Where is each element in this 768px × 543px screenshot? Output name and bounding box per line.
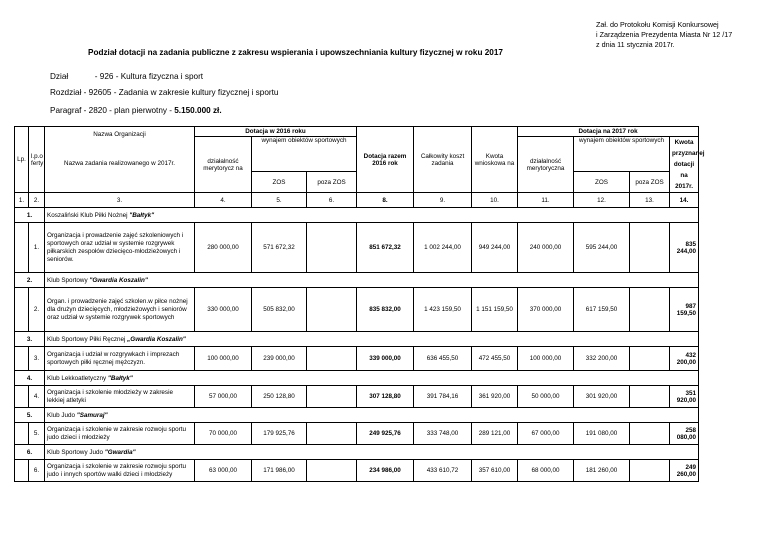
dzial-name: - Kultura fizyczna i sport <box>115 72 204 81</box>
kwota-przyznana-cell: 258 080,00 <box>670 423 699 445</box>
organization-name <box>45 445 699 460</box>
kwota-przyznana-cell: 835 244,00 <box>670 223 699 273</box>
kwota-wnioskowana-cell: 949 244,00 <box>472 223 518 273</box>
zos-2017-cell: 181 260,00 <box>574 460 630 482</box>
column-number: 10. <box>472 193 518 208</box>
organization-name <box>45 273 699 288</box>
kwota-przyznana-cell: 351 920,00 <box>670 386 699 408</box>
task-number: 2. <box>29 288 45 332</box>
column-number: 12. <box>574 193 630 208</box>
organization-name-prefix: Klub Judo <box>47 411 77 419</box>
header-poza-zos-2017: poza ZOS <box>630 172 670 193</box>
column-number: 3. <box>45 193 195 208</box>
organization-name-emphasis: "Gwardia" <box>104 448 136 456</box>
header-task: Nazwa zadania realizowanego w 2017r. <box>64 160 175 167</box>
task-row <box>15 347 699 371</box>
zos-2017-cell: 617 159,50 <box>574 288 630 332</box>
task-description: Organizacja i szkolenie w zakresie rozwoju sportu judo i innych sportów walki dzieci i młodzieży <box>45 460 195 482</box>
task-number: 3. <box>29 347 45 371</box>
dotacja-razem-cell: 249 925,76 <box>357 423 414 445</box>
poza-zos-2016-cell <box>307 223 357 273</box>
attachment-note-line: i Zarządzenia Prezydenta Miasta Nr 12 /17 <box>596 30 733 39</box>
dotacja-razem-cell: 339 000,00 <box>357 347 414 371</box>
header-organization: Nazwa Organizacji <box>93 131 146 138</box>
column-number: 13. <box>630 193 670 208</box>
task-number: 5. <box>29 423 45 445</box>
poza-zos-2017-cell <box>630 460 670 482</box>
dotacja-2017-cell: 67 000,00 <box>518 423 574 445</box>
lp-cell <box>15 223 29 273</box>
task-description: Organizacja i udział w rozgrywkach i imprezach sportowych piłki ręcznej mężczyzn. <box>45 347 195 371</box>
column-number: 11. <box>518 193 574 208</box>
column-number: 5. <box>252 193 307 208</box>
attachment-note <box>596 20 742 50</box>
paragraf-amount: 5.150.000 zł. <box>174 106 222 115</box>
header-zos-2016: ZOS <box>252 172 307 193</box>
dotacja-2016-cell: 70 000,00 <box>195 423 252 445</box>
column-number: 8. <box>357 193 414 208</box>
organization-number: 6. <box>15 445 45 460</box>
task-description: Organ. i prowadzenie zajęć szkolen.w piłce nożnej dla drużyn dziecięcych, młodzieżowych i seniorów oraz udział w systemie rozgrywek sportowych <box>45 288 195 332</box>
kwota-wnioskowana-cell: 472 455,50 <box>472 347 518 371</box>
organization-number: 5. <box>15 408 45 423</box>
header-lp-oferty: l.p.o ferty <box>29 127 45 193</box>
header-zos-2017: ZOS <box>574 172 630 193</box>
dotacja-2016-cell: 100 000,00 <box>195 347 252 371</box>
kwota-przyznana-cell: 432 200,00 <box>670 347 699 371</box>
dotacja-razem-cell: 307 128,80 <box>357 386 414 408</box>
column-number: 14. <box>670 193 699 208</box>
zos-2017-cell: 595 244,00 <box>574 223 630 273</box>
organization-name-emphasis: „Gwardia Koszalin" <box>127 335 186 343</box>
task-row <box>15 223 699 273</box>
dzial-code: - 926 <box>94 72 114 81</box>
header-dzialalnosc-2017: działalność merytoryczna <box>518 137 574 193</box>
column-number: 6. <box>307 193 357 208</box>
kwota-wnioskowana-cell: 289 121,00 <box>472 423 518 445</box>
organization-row <box>15 332 699 347</box>
organization-name-emphasis: "Bałtyk" <box>107 374 133 382</box>
task-number: 6. <box>29 460 45 482</box>
attachment-note-line: Zał. do Protokołu Komisji Konkursowej <box>596 20 719 29</box>
organization-name <box>45 408 699 423</box>
header-kwota-wnioskowana: Kwota wnioskowa na <box>472 127 518 193</box>
dotacja-razem-cell: 234 986,00 <box>357 460 414 482</box>
poza-zos-2016-cell <box>307 288 357 332</box>
allocation-table <box>14 126 705 482</box>
dzial-line <box>50 72 203 81</box>
organization-number: 3. <box>15 332 45 347</box>
zos-2017-cell: 191 080,00 <box>574 423 630 445</box>
organization-name-prefix: Klub Sportowy Piłki Ręcznej <box>47 335 128 343</box>
organization-number: 1. <box>15 208 45 223</box>
poza-zos-2016-cell <box>307 460 357 482</box>
header-dotacja-2016: Dotacja w 2016 roku <box>195 127 357 137</box>
kwota-wnioskowana-cell: 1 151 159,50 <box>472 288 518 332</box>
organization-name-emphasis: "Bałtyk" <box>129 211 155 219</box>
kwota-przyznana-cell: 987 159,50 <box>670 288 699 332</box>
header-poza-zos-2016: poza ZOS <box>307 172 357 193</box>
calkowity-koszt-cell: 433 610,72 <box>414 460 472 482</box>
poza-zos-2016-cell <box>307 386 357 408</box>
zos-2016-cell: 505 832,00 <box>252 288 307 332</box>
header-kwota-przyznana: Kwota przyznanej dotacji na 2017r. <box>670 137 699 193</box>
header-dzialalnosc-2016: działalność merytorycz na <box>195 137 252 193</box>
dotacja-2017-cell: 240 000,00 <box>518 223 574 273</box>
organization-row <box>15 371 699 386</box>
organization-row <box>15 208 699 223</box>
task-row <box>15 288 699 332</box>
organization-name-prefix: Klub Lekkoatletyczny <box>47 374 108 382</box>
column-number: 1. <box>15 193 29 208</box>
task-description: Organizacja i prowadzenie zajęć szkoleniowych i sportowych oraz udział w systemie rozgrywek piłkarskich zespołów dziecięco-młodzieżowych i seniorów. <box>45 223 195 273</box>
dotacja-2017-cell: 100 000,00 <box>518 347 574 371</box>
dotacja-2017-cell: 370 000,00 <box>518 288 574 332</box>
zos-2017-cell: 332 200,00 <box>574 347 630 371</box>
organization-name-emphasis: "Samuraj" <box>76 411 108 419</box>
attachment-note-line: z dnia 11 stycznia 2017r. <box>596 40 675 49</box>
header-wynajem-2016: wynajem obiektów sportowych <box>252 137 357 172</box>
column-number: 2. <box>29 193 45 208</box>
poza-zos-2017-cell <box>630 347 670 371</box>
poza-zos-2016-cell <box>307 423 357 445</box>
header-wynajem-2017: wynajem obiektów sportowych <box>574 137 670 172</box>
zos-2016-cell: 239 000,00 <box>252 347 307 371</box>
dotacja-2016-cell: 57 000,00 <box>195 386 252 408</box>
lp-cell <box>15 288 29 332</box>
document-title: Podział dotacji na zadania publiczne z zakresu wspierania i upowszechniania kultury fizycznej w roku 2017 <box>88 48 503 57</box>
dotacja-razem-cell: 835 832,00 <box>357 288 414 332</box>
column-number-row <box>15 193 699 208</box>
poza-zos-2017-cell <box>630 223 670 273</box>
dotacja-2016-cell: 280 000,00 <box>195 223 252 273</box>
kwota-wnioskowana-cell: 361 920,00 <box>472 386 518 408</box>
organization-number: 4. <box>15 371 45 386</box>
task-description: Organizacja i szkolenie w zakresie rozwoju sportu judo dzieci i młodzieży <box>45 423 195 445</box>
calkowity-koszt-cell: 1 002 244,00 <box>414 223 472 273</box>
organization-row <box>15 408 699 423</box>
task-row <box>15 423 699 445</box>
zos-2016-cell: 171 986,00 <box>252 460 307 482</box>
dzial-label: Dział <box>50 72 69 81</box>
header-organization-task <box>45 127 195 193</box>
organization-number: 2. <box>15 273 45 288</box>
task-number: 1. <box>29 223 45 273</box>
task-row <box>15 386 699 408</box>
zos-2016-cell: 571 672,32 <box>252 223 307 273</box>
poza-zos-2016-cell <box>307 347 357 371</box>
header-calkowity-koszt: Całkowity koszt zadania <box>414 127 472 193</box>
dotacja-2017-cell: 68 000,00 <box>518 460 574 482</box>
organization-name <box>45 208 699 223</box>
paragraf-line <box>50 106 222 115</box>
lp-cell <box>15 347 29 371</box>
poza-zos-2017-cell <box>630 386 670 408</box>
task-number: 4. <box>29 386 45 408</box>
header-dotacja-razem: Dotacja razem 2016 rok <box>357 127 414 193</box>
calkowity-koszt-cell: 333 748,00 <box>414 423 472 445</box>
task-row <box>15 460 699 482</box>
organization-name-prefix: Klub Sportowy <box>47 276 90 284</box>
organization-name-prefix: Klub Sportowy Judo <box>47 448 105 456</box>
organization-name <box>45 371 699 386</box>
kwota-wnioskowana-cell: 357 610,00 <box>472 460 518 482</box>
calkowity-koszt-cell: 636 455,50 <box>414 347 472 371</box>
lp-cell <box>15 460 29 482</box>
kwota-przyznana-cell: 249 260,00 <box>670 460 699 482</box>
rozdzial-line: Rozdział - 92605 - Zadania w zakresie kultury fizycznej i sportu <box>50 88 279 97</box>
task-description: Organizacja i szkolenie młodzieży w zakresie lekkiej atletyki <box>45 386 195 408</box>
header-dotacja-2017: Dotacja na 2017 rok <box>518 127 699 137</box>
calkowity-koszt-cell: 1 423 159,50 <box>414 288 472 332</box>
lp-cell <box>15 386 29 408</box>
dotacja-razem-cell: 851 672,32 <box>357 223 414 273</box>
organization-name-emphasis: "Gwardia Koszalin" <box>89 276 148 284</box>
header-lp: Lp. <box>15 127 29 193</box>
lp-cell <box>15 423 29 445</box>
dotacja-2016-cell: 330 000,00 <box>195 288 252 332</box>
paragraf-text: Paragraf - 2820 - plan pierwotny - <box>50 106 172 115</box>
dotacja-2016-cell: 63 000,00 <box>195 460 252 482</box>
zos-2016-cell: 179 925,76 <box>252 423 307 445</box>
organization-row <box>15 445 699 460</box>
dotacja-2017-cell: 50 000,00 <box>518 386 574 408</box>
poza-zos-2017-cell <box>630 288 670 332</box>
zos-2017-cell: 301 920,00 <box>574 386 630 408</box>
column-number: 4. <box>195 193 252 208</box>
organization-name <box>45 332 699 347</box>
organization-row <box>15 273 699 288</box>
zos-2016-cell: 250 128,80 <box>252 386 307 408</box>
poza-zos-2017-cell <box>630 423 670 445</box>
column-number: 9. <box>414 193 472 208</box>
calkowity-koszt-cell: 391 784,16 <box>414 386 472 408</box>
organization-name-prefix: Koszaliński Klub Piłki Nożnej <box>47 211 130 219</box>
